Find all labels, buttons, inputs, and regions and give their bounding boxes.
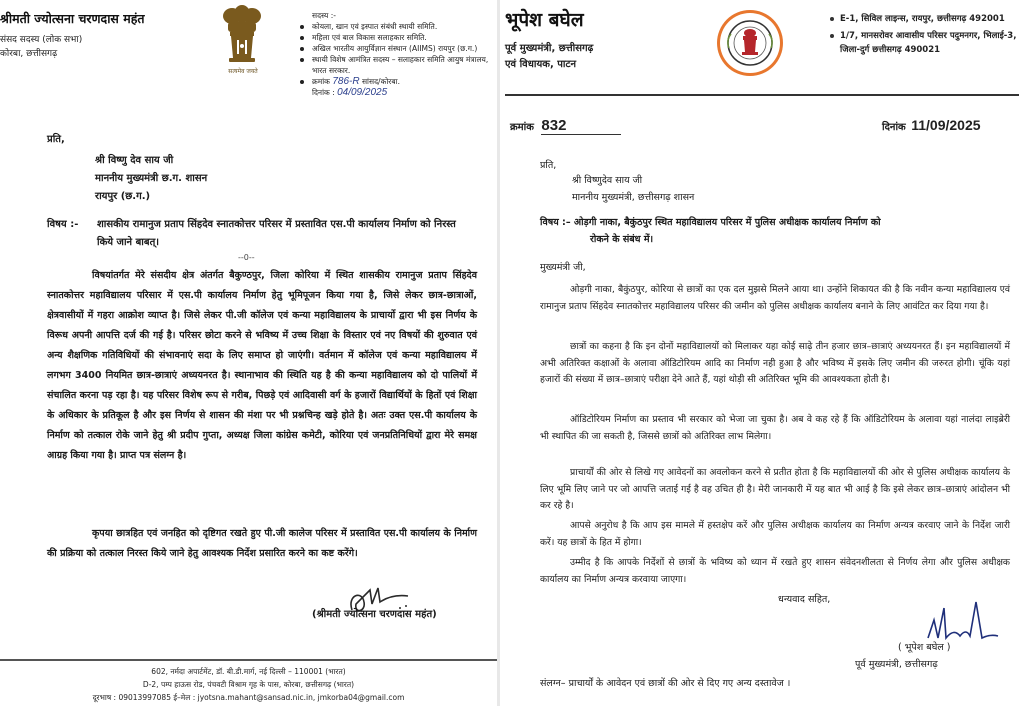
salutation: मुख्यमंत्री जी, xyxy=(540,262,586,273)
committee-memberships xyxy=(298,10,497,98)
recipient-title: माननीय मुख्यमंत्री, छत्तीसगढ़ शासन xyxy=(572,192,695,203)
subject-label: विषय :- xyxy=(47,219,79,230)
address-raipur: E-1, सिविल लाइन्स, रायपुर, छत्तीसगढ़ 492001 xyxy=(830,12,1020,26)
body-paragraph: विषयांतर्गत मेरे संसदीय क्षेत्र अंतर्गत बैकुण्ठपुर, जिला कोरिया में स्थित शासकीय रामानुज प्रताप सिंहदेव स्नातकोत्तर महाविद्यालय परिसार में एस.पी कार्यालय निर्माण हेतु भूमिपूजन किया गया है, जिसे लेकर छात्र-छात्राओं, क्षेत्रवासीयों में गहरा आक्रोश व्याप्त है। जिसे लेकर पी.जी कॉलेज एवं कन्या महाविद्यालय के प्राचार्यो द्वारा भी इस निर्णय के विरूध अपनी आपत्ति दर्ज की गई है। परिसर छोटा करने से भविष्य में उच्च शिक्षा के विस्तार एवं नए विषयों की शुरुवात एवं अन्य शैक्षणिक गतिविधियों की संभावनाएं सदा के लिए समाप्त हो जाएंगी। वर्तमान में कॉलेज एवं कन्या महाविद्यालय में लगभग 3400 नियमित छात्र-छात्राएं अध्ययनरत है। स्थानाभाव की स्थिति यह है की कन्या महाविद्यालय को दो पालियों में संचालित करना पड़ रहा है। यह परिसर विशेष रूप से गरीब, पिछड़े एवं आदिवासी वर्ग के हजारों विद्यार्थियों के हितों एवं शिक्षा के अधिकार के प्रतिकूल है और इस निर्णय से शासन की मंशा पर भी प्रश्नचिन्ह खड़े होते है। अतः उक्त एस.पी कार्यालय के निर्माण को तत्काल रोके जाने हेतु श्री प्रदीप गुप्ता, अध्यक्ष जिला कांग्रेस कमेटी, कोरिया एवं जनप्रतिनिधियों द्वारा मेरे समक्ष आग्रह किया गया है। प्राप्त पत्र संलग्न है। xyxy=(47,270,477,461)
national-emblem-icon xyxy=(220,4,264,70)
recipient-block xyxy=(95,152,207,206)
sender-addresses xyxy=(830,12,1020,60)
kramank-label: क्रमांक xyxy=(312,77,330,86)
member-item: स्थायी विशेष आमंत्रित सदस्य – सलाहकार समिति आयुष मंत्रालय, भारत सरकार. xyxy=(298,54,497,76)
reference-number xyxy=(510,117,621,135)
dinank-label: दिनांक xyxy=(882,122,906,133)
signatory-name: ( भूपेश बघेल ) xyxy=(898,642,951,653)
letter-date xyxy=(298,87,497,98)
sender-constituency: एवं विधायक, पाटन xyxy=(505,59,577,70)
emblem-caption: सत्यमेव जयते xyxy=(228,68,258,75)
body-paragraph: प्राचार्यों की ओर से लिखे गए आवेदनों का अवलोकन करने से प्रतीत होता है कि महाविद्यालयों की ओर से पुलिस अधीक्षक कार्यालय के लिए भूमि लिए जाने पर जो आपत्ति जताई गई है वह उचित ही है। मेरी जानकारी में यह बात भी आई है कि इसे लेकर छात्र–छात्राएं आंदोलन भी कर रहे है। xyxy=(540,467,1010,511)
recipient-block xyxy=(572,172,694,206)
body-paragraph: ऑडिटोरियम निर्माण का प्रस्ताव भी सरकार को भेजा जा चुका है। अब वे कह रहे हैं कि ऑडिटोरियम के अलावा यहां नालंदा लाइब्रेरी भी स्थापित की जा सकती है, जिससे छात्रों को अतिरिक्त लाभ मिलेगा। xyxy=(540,414,1010,442)
recipient-place: रायपुर (छ.ग.) xyxy=(95,191,151,202)
footer-divider xyxy=(0,659,497,661)
recipient-name: श्री विष्णु देव साय जी xyxy=(95,155,174,166)
body-paragraph: ओड़गी नाका, बैकुंठपुर, कोरिया से छात्रों का एक दल मुझसे मिलने आया था। उन्होंने शिकायत की है कि नवीन कन्या महाविद्यालय एवं रामानुज प्रताप सिंहदेव स्नातकोत्तर महाविद्यालय परिसर की जमीन को पुलिस अधीक्षक कार्यालय बनाने के लिए आवंटित कर दिया गया है। xyxy=(540,284,1010,312)
recipient-title: माननीय मुख्यमंत्री छ.ग. शासन xyxy=(95,173,208,184)
member-item: महिला एवं बाल विकास सलाहकार समिति. xyxy=(298,32,497,43)
signatory-designation: पूर्व मुख्यमंत्री, छत्तीसगढ़ xyxy=(855,659,938,670)
subject-text: शासकीय रामानुज प्रताप सिंहदेव स्नातकोत्तर परिसर में प्रस्तावित एस.पी कार्यालय निर्माण को निरस्त किये जाने बाबत्। xyxy=(97,219,456,248)
dinank-value: 04/09/2025 xyxy=(337,87,388,98)
header-divider xyxy=(505,94,1019,96)
body-paragraph: उम्मीद है कि आपके निर्देशों से छात्रों के भविष्य को ध्यान में रखते हुए शासन संवेदनशीलता से निर्णय लेगा और पुलिस अधीक्षक कार्यालय का निर्माण अन्यत्र करवाया जाएगा। xyxy=(540,557,1010,585)
kramank-value: 832 xyxy=(541,117,621,135)
member-item: कोयला, खान एवं इस्पात संबंधी स्थायी समिति. xyxy=(298,21,497,32)
letter-baghel xyxy=(500,0,1024,706)
sender-place: कोरबा, छत्तीसगढ़ xyxy=(0,49,58,59)
kramank-value: 786-R xyxy=(332,76,360,87)
footer-address-delhi: 602, नर्मदा अपार्टमेंट, डॉ. बी.डी.मार्ग, नई दिल्ली – 110001 (भारत) xyxy=(151,667,346,676)
member-item: अखिल भारतीय आयुर्विज्ञान संस्थान (AIIMS) रायपुर (छ.ग.) xyxy=(298,43,497,54)
dinank-value: 11/09/2025 xyxy=(911,117,981,133)
sender-name: श्रीमती ज्योत्सना चरणदास महंत xyxy=(0,11,145,26)
footer-contact: दूरभाष : 09013997085 ई–मेल : jyotsna.mahant@sansad.nic.in, jmkorba04@gmail.com xyxy=(92,693,405,702)
kramank-label: क्रमांक xyxy=(510,122,534,133)
assembly-seal-icon xyxy=(715,8,785,78)
reference-number xyxy=(298,76,497,87)
sender-designation: संसद सदस्य (लोक सभा) xyxy=(0,35,83,45)
letter-date xyxy=(882,117,981,133)
enclosure-note: संलग्न– प्राचार्यों के आवेदन एवं छात्रों की ओर से दिए गए अन्य दस्तावेज । xyxy=(540,678,791,689)
sender-name: भूपेश बघेल xyxy=(505,9,584,31)
members-heading: सदस्य :- xyxy=(312,11,336,20)
prati-label: प्रति, xyxy=(540,160,557,171)
subject-line: रोकने के संबंध में। xyxy=(590,234,654,245)
body-paragraph: आपसे अनुरोध है कि आप इस मामले में हस्तक्षेप करें और पुलिस अधीक्षक कार्यालय का निर्माण अन्यत्र करवाए जाने के निर्देश जारी करें। यह छात्रों के हित में होगा। xyxy=(540,520,1010,548)
dinank-label: दिनांक : xyxy=(312,88,335,97)
letter-mahant xyxy=(0,0,497,706)
sender-designation: पूर्व मुख्यमंत्री, छत्तीसगढ़ xyxy=(505,43,594,54)
closing: धन्यवाद सहित, xyxy=(778,594,831,605)
body-paragraph: कृपया छात्रहित एवं जनहित को दृष्टिगत रखते हुए पी.जी कालेज परिसर में प्रस्तावित एस.पी कार्यालय के निर्माण की प्रक्रिया को तत्काल निरस्त किये जाने हेतु आवश्यक निर्देश प्रसारित करने का कष्ट करेंगे। xyxy=(47,528,477,559)
address-bhilai: 1/7, मानसरोवर आवासीय परिसर पदुमनगर, भिलाई-3, जिला-दुर्ग छत्तीसगढ़ 490021 xyxy=(830,29,1020,57)
subject-line: विषय :– ओड़गी नाका, बैकुंठपुर स्थित महाविद्यालय परिसर में पुलिस अधीक्षक कार्यालय निर्माण को xyxy=(540,217,881,228)
separator: --0-- xyxy=(238,253,255,262)
recipient-name: श्री विष्णुदेव साय जी xyxy=(572,175,643,186)
prati-label: प्रति, xyxy=(47,134,65,145)
signatory-name: (श्रीमती ज्योत्सना चरणदास महंत) xyxy=(312,609,437,620)
body-paragraph: छात्रों का कहना है कि इन दोनों महाविद्यालयों को मिलाकर यहा कोई साढ़े तीन हजार छात्र–छात्राएं अध्ययनरत हैं। इन महाविद्यालयों में अभी अतिरिक्त कक्षाओं के अलावा ऑडिटोरियम आदि का निर्माण नही हुआ है और भविष्य में इसके लिए जमीन की जरुरत होगी। चूंकि यहां हजारों की संख्या में छात्र–छात्राएं परीक्षा देने आते हैं, यहां थोड़ी सी अतिरिक्त भूमि की आवश्यकता होती है। xyxy=(540,341,1010,385)
subject-text xyxy=(540,214,980,248)
kramank-suffix: सांसद/कोरबा. xyxy=(361,77,400,86)
footer-address-korba: D-2, पम्प हाऊस रोड, पंचवटी विश्राम गृह के पास, कोरबा, छत्तीसगढ़ (भारत) xyxy=(142,680,355,689)
